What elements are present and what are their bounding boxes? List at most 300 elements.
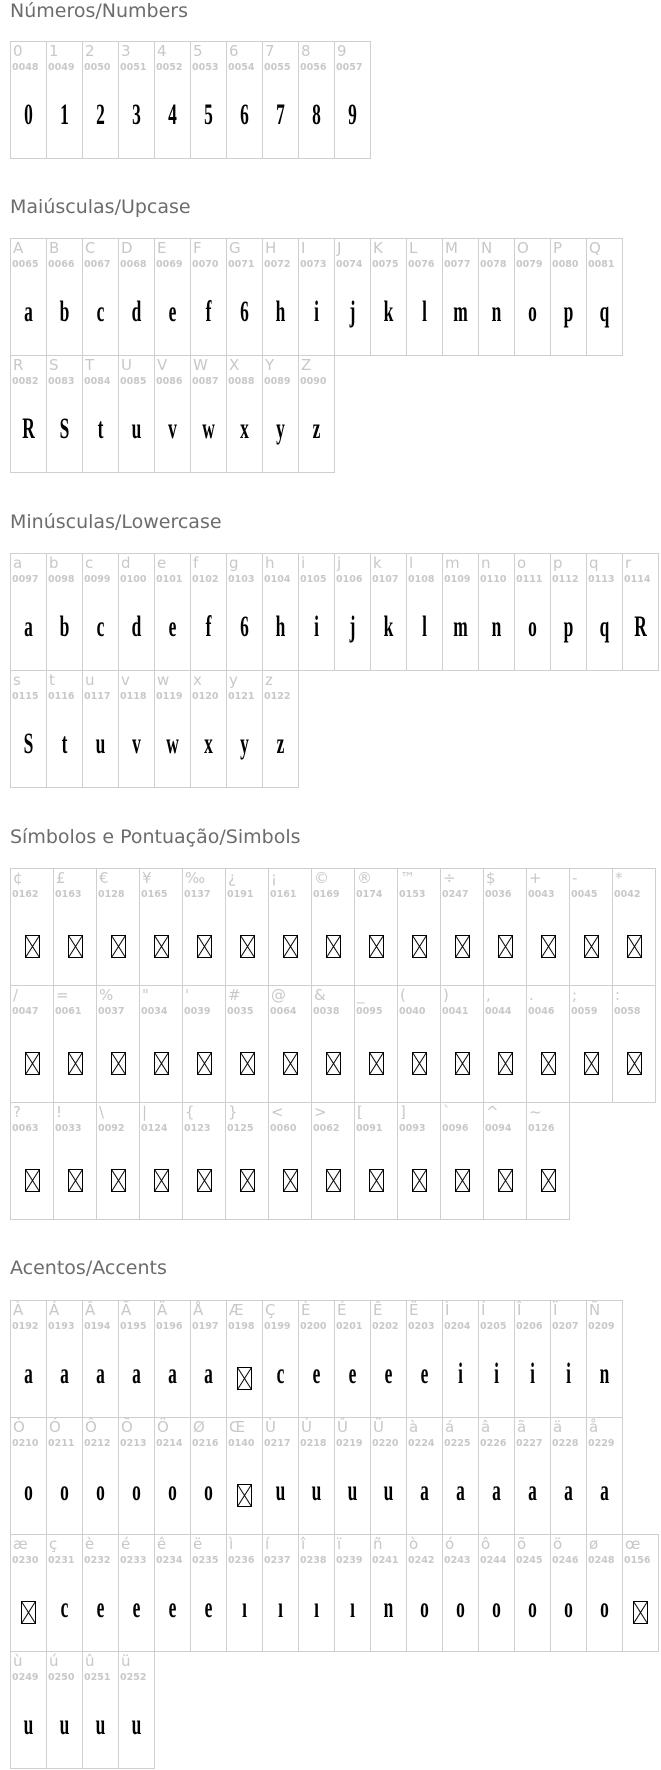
character-label: í xyxy=(265,1535,270,1553)
missing-glyph-icon xyxy=(197,1169,212,1192)
glyph-sample: q xyxy=(599,610,610,643)
glyph-sample: y xyxy=(276,412,285,445)
glyph-cell xyxy=(118,553,155,671)
character-label: Ì xyxy=(445,1301,450,1319)
character-label: @ xyxy=(271,986,286,1004)
section-title: Acentos/Accents xyxy=(10,1257,167,1279)
character-label: + xyxy=(529,869,542,887)
character-label: z xyxy=(265,671,273,689)
glyph-cell xyxy=(10,553,47,671)
glyph-sample: e xyxy=(132,1591,141,1624)
glyph-sample: o xyxy=(24,1474,33,1507)
glyph-cell xyxy=(82,553,119,671)
character-code: 0125 xyxy=(227,1123,254,1134)
missing-glyph xyxy=(269,1169,311,1192)
character-label: £ xyxy=(56,869,66,887)
glyph-cell xyxy=(10,868,54,986)
character-label: ^ xyxy=(486,1103,499,1121)
character-code: 0064 xyxy=(270,1006,297,1017)
glyph-cell xyxy=(526,985,570,1103)
glyph-sample: w xyxy=(166,727,179,760)
glyph-cell xyxy=(298,553,335,671)
character-label: ë xyxy=(193,1535,203,1553)
character-label: Û xyxy=(337,1418,348,1436)
glyph-cell xyxy=(440,868,484,986)
missing-glyph xyxy=(441,935,483,958)
character-code: 0228 xyxy=(552,1438,579,1449)
missing-glyph-icon xyxy=(21,1601,36,1624)
glyph-cell xyxy=(397,868,441,986)
character-label: œ xyxy=(625,1535,641,1553)
character-label: L xyxy=(409,239,418,257)
glyph-sample: u xyxy=(59,1708,70,1741)
character-label: 5 xyxy=(193,42,203,60)
character-label: Ö xyxy=(157,1418,169,1436)
character-label: > xyxy=(314,1103,327,1121)
glyph-cell xyxy=(46,1417,83,1535)
missing-glyph xyxy=(97,1169,139,1192)
character-code: 0236 xyxy=(228,1555,255,1566)
glyph-cell xyxy=(262,1300,299,1418)
character-label: _ xyxy=(357,986,365,1004)
character-code: 0224 xyxy=(408,1438,435,1449)
glyph-cell xyxy=(334,1300,371,1418)
glyph-cell xyxy=(370,1300,407,1418)
glyph-cell xyxy=(154,355,191,473)
character-code: 0252 xyxy=(120,1672,147,1683)
character-label: : xyxy=(615,986,621,1004)
missing-glyph-icon xyxy=(627,1052,642,1075)
missing-glyph-icon xyxy=(627,935,642,958)
missing-glyph xyxy=(398,1052,440,1075)
missing-glyph-icon xyxy=(197,935,212,958)
character-code: 0226 xyxy=(480,1438,507,1449)
glyph-cell xyxy=(182,985,226,1103)
character-code: 0071 xyxy=(228,259,255,270)
glyph-cell xyxy=(478,238,515,356)
glyph-sample: x xyxy=(240,412,249,445)
character-label: © xyxy=(314,869,329,887)
character-label: * xyxy=(615,869,623,887)
glyph-sample: ı xyxy=(314,1591,319,1624)
character-label: . xyxy=(529,986,534,1004)
glyph-sample: v xyxy=(168,412,177,445)
glyph-sample: o xyxy=(96,1474,105,1507)
character-code: 0225 xyxy=(444,1438,471,1449)
glyph-cell xyxy=(118,355,155,473)
glyph-cell xyxy=(370,238,407,356)
missing-glyph xyxy=(140,1169,182,1192)
character-code: 0112 xyxy=(552,574,579,585)
glyph-cell xyxy=(154,670,191,788)
glyph-sample: S xyxy=(59,412,70,445)
glyph-cell xyxy=(526,868,570,986)
character-label: ê xyxy=(157,1535,167,1553)
character-label: N xyxy=(481,239,493,257)
character-code: 0054 xyxy=(228,62,255,73)
character-label: Õ xyxy=(121,1418,133,1436)
missing-glyph xyxy=(11,935,53,958)
missing-glyph xyxy=(11,1052,53,1075)
glyph-sample: e xyxy=(168,1591,177,1624)
missing-glyph xyxy=(183,1169,225,1192)
character-label: & xyxy=(314,986,326,1004)
character-label: € xyxy=(99,869,109,887)
character-code: 0065 xyxy=(12,259,39,270)
missing-glyph-icon xyxy=(154,935,169,958)
character-label: Ü xyxy=(373,1418,384,1436)
glyph-cell xyxy=(550,1417,587,1535)
character-label: Å xyxy=(193,1301,204,1319)
character-label: W xyxy=(193,356,208,374)
glyph-cell xyxy=(139,1102,183,1220)
character-code: 0085 xyxy=(120,376,147,387)
missing-glyph-icon xyxy=(369,1169,384,1192)
glyph-cell xyxy=(514,1417,551,1535)
glyph-sample: o xyxy=(528,1591,537,1624)
character-code: 0195 xyxy=(120,1321,147,1332)
character-code: 0067 xyxy=(84,259,111,270)
missing-glyph-icon xyxy=(283,1052,298,1075)
character-label: Ø xyxy=(193,1418,205,1436)
character-label: i xyxy=(301,554,306,572)
character-label: Z xyxy=(301,356,312,374)
character-code: 0052 xyxy=(156,62,183,73)
missing-glyph xyxy=(11,1169,53,1192)
glyph-sample: c xyxy=(276,1357,285,1390)
missing-glyph xyxy=(355,1052,397,1075)
glyph-cell xyxy=(139,985,183,1103)
character-code: 0206 xyxy=(516,1321,543,1332)
character-code: 0100 xyxy=(120,574,147,585)
glyph-sample: j xyxy=(349,295,356,328)
glyph-cell xyxy=(298,41,335,159)
glyph-sample: c xyxy=(96,295,105,328)
character-code: 0036 xyxy=(485,889,512,900)
character-label: é xyxy=(121,1535,131,1553)
glyph-cell xyxy=(10,1417,47,1535)
character-label: k xyxy=(373,554,382,572)
character-code: 0057 xyxy=(336,62,363,73)
glyph-sample: k xyxy=(383,610,394,643)
character-label: ] xyxy=(400,1103,406,1121)
glyph-sample: w xyxy=(202,412,215,445)
glyph-cell xyxy=(82,670,119,788)
character-label: Y xyxy=(265,356,275,374)
glyph-cell xyxy=(442,553,479,671)
glyph-cell xyxy=(82,355,119,473)
glyph-sample: v xyxy=(132,727,141,760)
character-code: 0207 xyxy=(552,1321,579,1332)
glyph-cell xyxy=(182,1102,226,1220)
glyph-sample: i xyxy=(566,1357,571,1390)
glyph-sample: u xyxy=(275,1474,286,1507)
character-code: 0119 xyxy=(156,691,183,702)
character-label: o xyxy=(517,554,527,572)
glyph-cell xyxy=(478,1534,515,1652)
glyph-sample: e xyxy=(384,1357,393,1390)
glyph-sample: u xyxy=(383,1474,394,1507)
section-title: Números/Numbers xyxy=(10,0,188,22)
glyph-cell xyxy=(262,1417,299,1535)
missing-glyph xyxy=(570,935,612,958)
missing-glyph xyxy=(226,935,268,958)
glyph-sample: u xyxy=(95,727,106,760)
character-code: 0074 xyxy=(336,259,363,270)
glyph-cell xyxy=(139,868,183,986)
character-code: 0053 xyxy=(192,62,219,73)
missing-glyph xyxy=(54,1052,96,1075)
character-code: 0218 xyxy=(300,1438,327,1449)
glyph-sample: 3 xyxy=(132,98,141,131)
character-code: 0078 xyxy=(480,259,507,270)
character-code: 0060 xyxy=(270,1123,297,1134)
missing-glyph xyxy=(484,935,526,958)
missing-glyph-icon xyxy=(240,1169,255,1192)
glyph-cell xyxy=(550,238,587,356)
character-label: / xyxy=(13,986,19,1004)
glyph-sample: e xyxy=(420,1357,429,1390)
glyph-cell xyxy=(514,553,551,671)
character-label: $ xyxy=(486,869,496,887)
glyph-sample: t xyxy=(61,727,68,760)
glyph-cell xyxy=(154,553,191,671)
glyph-cell xyxy=(298,1534,335,1652)
missing-glyph-icon xyxy=(541,935,556,958)
character-code: 0103 xyxy=(228,574,255,585)
character-label: e xyxy=(157,554,167,572)
character-code: 0202 xyxy=(372,1321,399,1332)
glyph-cell xyxy=(442,1300,479,1418)
glyph-sample: i xyxy=(494,1357,499,1390)
glyph-cell xyxy=(82,41,119,159)
character-label: Ç xyxy=(265,1301,276,1319)
character-label: B xyxy=(49,239,60,257)
glyph-sample: o xyxy=(600,1591,609,1624)
glyph-sample: 6 xyxy=(240,98,249,131)
glyph-sample: 6 xyxy=(240,295,249,328)
character-code: 0109 xyxy=(444,574,471,585)
missing-glyph-icon xyxy=(455,1169,470,1192)
character-label: T xyxy=(85,356,95,374)
character-code: 0058 xyxy=(614,1006,641,1017)
character-code: 0101 xyxy=(156,574,183,585)
character-code: 0118 xyxy=(120,691,147,702)
glyph-cell xyxy=(190,1300,227,1418)
glyph-cell xyxy=(354,1102,398,1220)
character-label: p xyxy=(553,554,563,572)
glyph-cell xyxy=(226,553,263,671)
character-label: È xyxy=(301,1301,311,1319)
character-label: } xyxy=(228,1103,238,1121)
character-label: Ã xyxy=(121,1301,132,1319)
character-label: # xyxy=(228,986,241,1004)
character-code: 0082 xyxy=(12,376,39,387)
missing-glyph-icon xyxy=(111,935,126,958)
missing-glyph-icon xyxy=(111,1052,126,1075)
missing-glyph-icon xyxy=(283,935,298,958)
glyph-sample: o xyxy=(420,1591,429,1624)
glyph-cell xyxy=(262,553,299,671)
character-label: À xyxy=(13,1301,24,1319)
glyph-sample: h xyxy=(275,295,286,328)
character-label: Ä xyxy=(157,1301,168,1319)
glyph-cell xyxy=(46,1300,83,1418)
glyph-cell xyxy=(262,41,299,159)
character-code: 0229 xyxy=(588,1438,615,1449)
character-code: 0043 xyxy=(528,889,555,900)
character-label: j xyxy=(337,554,342,572)
glyph-sample: a xyxy=(60,1357,69,1390)
glyph-sample: a xyxy=(24,610,33,643)
glyph-sample: o xyxy=(564,1591,573,1624)
glyph-cell xyxy=(82,1651,119,1769)
character-code: 0090 xyxy=(300,376,327,387)
character-label: S xyxy=(49,356,59,374)
glyph-cell xyxy=(622,1534,659,1652)
character-label: ® xyxy=(357,869,372,887)
character-code: 0107 xyxy=(372,574,399,585)
character-code: 0083 xyxy=(48,376,75,387)
glyph-sample: 9 xyxy=(348,98,357,131)
character-label: r xyxy=(625,554,632,572)
character-code: 0038 xyxy=(313,1006,340,1017)
missing-glyph-icon xyxy=(326,935,341,958)
character-code: 0075 xyxy=(372,259,399,270)
character-code: 0113 xyxy=(588,574,615,585)
character-code: 0194 xyxy=(84,1321,111,1332)
character-label: ¿ xyxy=(228,869,236,887)
character-code: 0246 xyxy=(552,1555,579,1566)
glyph-sample: 1 xyxy=(60,98,69,131)
character-label: ö xyxy=(553,1535,563,1553)
character-code: 0198 xyxy=(228,1321,255,1332)
glyph-cell xyxy=(440,985,484,1103)
glyph-sample: o xyxy=(60,1474,69,1507)
glyph-cell xyxy=(53,985,97,1103)
glyph-cell xyxy=(53,1102,97,1220)
glyph-sample: l xyxy=(422,610,427,643)
character-label: ñ xyxy=(373,1535,383,1553)
missing-glyph-icon xyxy=(283,1169,298,1192)
character-code: 0069 xyxy=(156,259,183,270)
glyph-cell xyxy=(190,1534,227,1652)
character-code: 0193 xyxy=(48,1321,75,1332)
character-label: U xyxy=(121,356,132,374)
missing-glyph-icon xyxy=(369,1052,384,1075)
character-code: 0097 xyxy=(12,574,39,585)
missing-glyph xyxy=(226,1052,268,1075)
glyph-cell xyxy=(334,553,371,671)
character-code: 0191 xyxy=(227,889,254,900)
missing-glyph xyxy=(398,1169,440,1192)
glyph-sample: a xyxy=(168,1357,177,1390)
glyph-sample: f xyxy=(205,610,212,643)
character-code: 0123 xyxy=(184,1123,211,1134)
glyph-sample: a xyxy=(420,1474,429,1507)
glyph-sample: 6 xyxy=(240,610,249,643)
character-code: 0044 xyxy=(485,1006,512,1017)
character-code: 0050 xyxy=(84,62,111,73)
missing-glyph xyxy=(54,935,96,958)
glyph-sample: d xyxy=(131,610,142,643)
missing-glyph-icon xyxy=(68,1169,83,1192)
character-code: 0117 xyxy=(84,691,111,702)
missing-glyph xyxy=(140,935,182,958)
glyph-cell xyxy=(190,553,227,671)
character-code: 0048 xyxy=(12,62,39,73)
character-code: 0247 xyxy=(442,889,469,900)
missing-glyph xyxy=(527,1169,569,1192)
glyph-sample: a xyxy=(24,295,33,328)
character-label: s xyxy=(13,671,21,689)
character-label: X xyxy=(229,356,240,374)
glyph-sample: o xyxy=(132,1474,141,1507)
character-code: 0249 xyxy=(12,1672,39,1683)
character-code: 0088 xyxy=(228,376,255,387)
character-label: ~ xyxy=(529,1103,542,1121)
character-label: ' xyxy=(185,986,190,1004)
glyph-cell xyxy=(154,41,191,159)
glyph-cell xyxy=(262,670,299,788)
glyph-sample: i xyxy=(314,295,319,328)
glyph-sample: i xyxy=(530,1357,535,1390)
character-label: ‰ xyxy=(185,869,206,887)
glyph-sample: c xyxy=(96,610,105,643)
glyph-sample: t xyxy=(97,412,104,445)
character-label: " xyxy=(142,986,149,1004)
glyph-cell xyxy=(569,985,613,1103)
character-code: 0042 xyxy=(614,889,641,900)
character-code: 0102 xyxy=(192,574,219,585)
character-label: % xyxy=(99,986,114,1004)
character-code: 0095 xyxy=(356,1006,383,1017)
glyph-sample: ı xyxy=(350,1591,355,1624)
missing-glyph-icon xyxy=(237,1484,252,1507)
missing-glyph xyxy=(527,935,569,958)
character-code: 0073 xyxy=(300,259,327,270)
character-label: ï xyxy=(337,1535,342,1553)
character-label: ( xyxy=(400,986,406,1004)
glyph-sample: p xyxy=(563,610,574,643)
glyph-sample: a xyxy=(204,1357,213,1390)
character-label: Í xyxy=(481,1301,486,1319)
glyph-sample: 7 xyxy=(276,98,285,131)
character-code: 0122 xyxy=(264,691,291,702)
glyph-cell xyxy=(118,1651,155,1769)
glyph-cell xyxy=(478,553,515,671)
glyph-cell xyxy=(226,41,263,159)
glyph-sample: a xyxy=(96,1357,105,1390)
missing-glyph xyxy=(355,935,397,958)
missing-glyph-icon xyxy=(498,935,513,958)
character-code: 0105 xyxy=(300,574,327,585)
character-label: ä xyxy=(553,1418,563,1436)
character-label: Ò xyxy=(13,1418,25,1436)
character-code: 0110 xyxy=(480,574,507,585)
character-label: Ô xyxy=(85,1418,97,1436)
glyph-cell xyxy=(118,670,155,788)
character-label: u xyxy=(85,671,95,689)
character-label: Â xyxy=(85,1301,96,1319)
glyph-cell xyxy=(225,1102,269,1220)
glyph-cell xyxy=(10,1534,47,1652)
glyph-cell xyxy=(586,238,623,356)
glyph-cell xyxy=(226,1417,263,1535)
section-title: Símbolos e Pontuação/Simbols xyxy=(10,826,301,848)
character-code: 0239 xyxy=(336,1555,363,1566)
character-code: 0084 xyxy=(84,376,111,387)
